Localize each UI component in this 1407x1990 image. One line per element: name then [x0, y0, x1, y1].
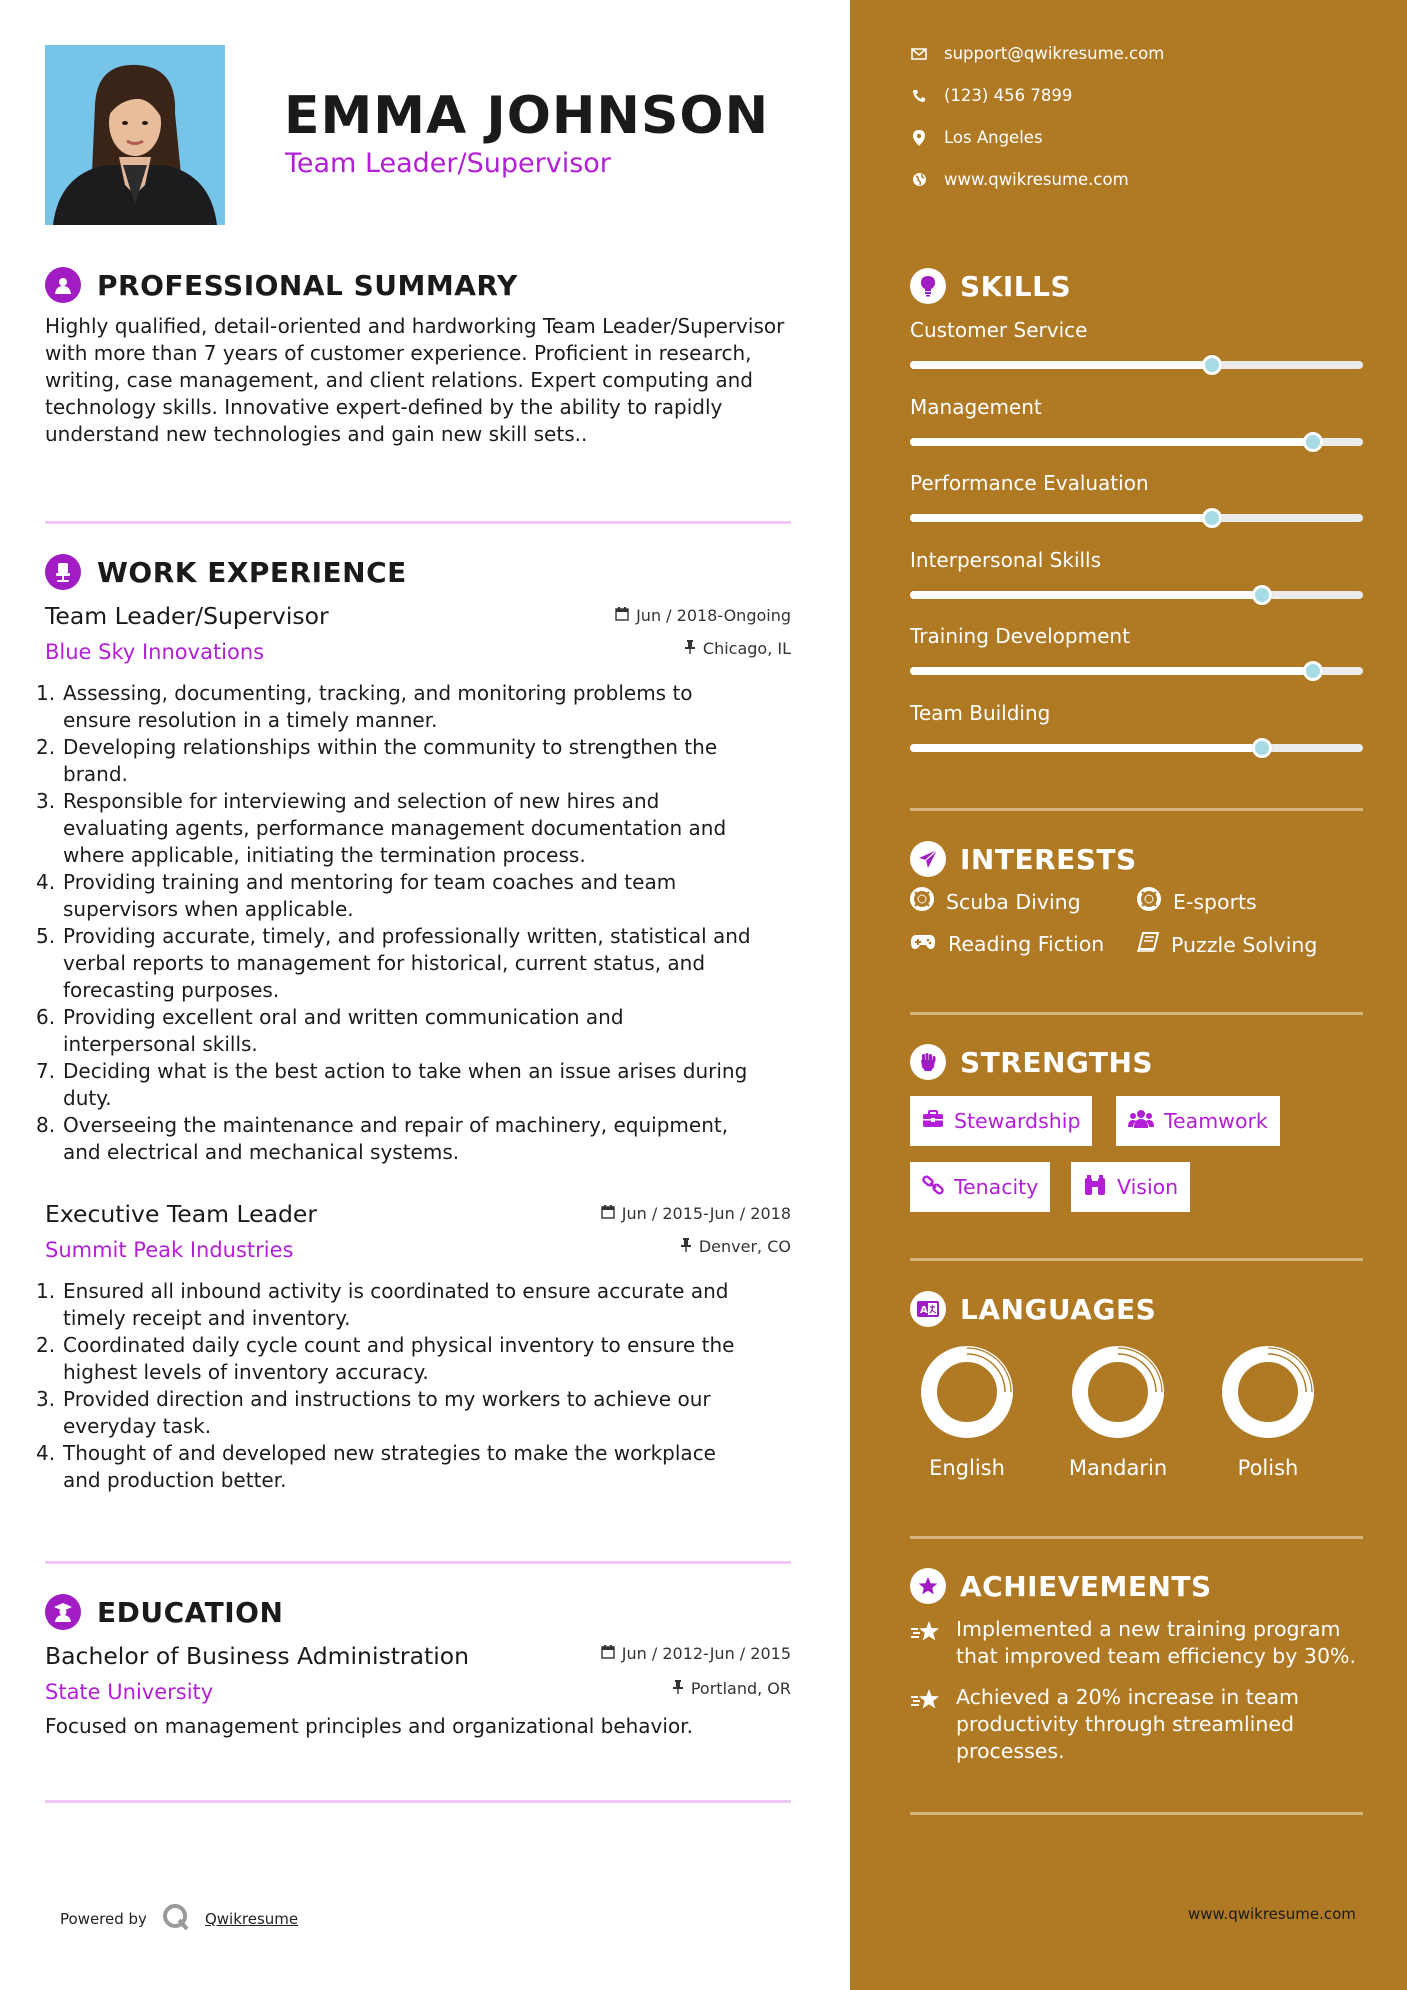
languages-heading [910, 1291, 1156, 1327]
job-company: Blue Sky Innovations [45, 640, 265, 664]
achievement-item: Achieved a 20% increase in team productivity through streamlined processes. [910, 1684, 1370, 1765]
skill-name: Customer Service [910, 318, 1088, 342]
pin-icon [672, 1679, 684, 1698]
calendar-icon [601, 1644, 615, 1663]
section-divider [910, 808, 1363, 811]
section-divider [45, 521, 791, 524]
contact-email-text[interactable]: support@qwikresume.com [944, 44, 1165, 63]
interests-title: INTERESTS [960, 842, 1137, 876]
job-title: Team Leader/Supervisor [45, 602, 329, 630]
skill-level-knob [1252, 738, 1272, 758]
contact-phone-text: (123) 456 7899 [944, 86, 1073, 105]
achievement-item: Implemented a new training program that improved team efficiency by 30%. [910, 1616, 1370, 1670]
contact-phone [910, 86, 1072, 105]
book-icon [1137, 932, 1159, 957]
list-item: 1. Assessing, documenting, tracking, and monitoring problems to ensure resolution in a timely manner. [36, 681, 693, 732]
skill-level-knob [1303, 661, 1323, 681]
contact-email [910, 44, 1164, 63]
education-description: Focused on management principles and organizational behavior. [45, 1714, 693, 1738]
summary-text: Highly qualified, detail-oriented and hardworking Team Leader/Supervisor with more than 7 years of customer experience. Proficient in research, writing, case management, and client relations. Expert computing and technology skills. Innovative expert-defined by the ability to rapidly understand new technologies and gain new skill sets.. [45, 314, 785, 446]
language-name: English [929, 1456, 1005, 1480]
user-icon [45, 267, 81, 303]
skill-item [910, 318, 1363, 369]
achievements-title: ACHIEVEMENTS [960, 1569, 1212, 1603]
strength-label: Teamwork [1164, 1109, 1268, 1133]
interest-label: Scuba Diving [946, 889, 1081, 914]
education-heading [45, 1594, 283, 1630]
skills-title: SKILLS [960, 269, 1072, 303]
skill-item [910, 395, 1363, 446]
strength-label: Vision [1117, 1175, 1179, 1199]
link-icon [922, 1174, 944, 1201]
skill-name: Performance Evaluation [910, 471, 1149, 495]
sidebar [850, 0, 1407, 1990]
list-item: 4. Thought of and developed new strategies to make the workplace and production better. [36, 1441, 716, 1492]
skill-bar-fill [910, 744, 1262, 752]
skill-name: Interpersonal Skills [910, 547, 1102, 572]
contact-location [910, 128, 1043, 147]
school-name: State University [45, 1680, 214, 1704]
job-date [615, 606, 791, 625]
interest-item [1137, 887, 1257, 916]
experience-title: WORK EXPERIENCE [97, 555, 407, 589]
skill-name: Team Building [910, 700, 1051, 725]
job-date-text: Jun / 2018-Ongoing [636, 606, 791, 625]
achievements-heading [910, 1568, 1212, 1604]
contact-website-text[interactable]: www.qwikresume.com [944, 170, 1129, 189]
skill-name: Management [910, 394, 1042, 419]
list-item: 2. Coordinated daily cycle count and physical inventory to ensure the highest levels of inventory accuracy. [36, 1333, 735, 1384]
skill-bar [910, 591, 1363, 599]
skill-bar [910, 744, 1363, 752]
interest-label: E-sports [1173, 889, 1257, 914]
briefcase-icon [922, 1109, 944, 1133]
strength-badge [910, 1162, 1050, 1212]
paper-plane-icon [910, 841, 946, 877]
language-ring [917, 1342, 1017, 1442]
job-entry [45, 602, 791, 664]
strengths-heading [910, 1044, 1153, 1080]
language-ring [1068, 1342, 1168, 1442]
language-name: Polish [1237, 1456, 1299, 1480]
job-title: Executive Team Leader [45, 1200, 318, 1228]
qwikresume-link[interactable]: Qwikresume [204, 1910, 299, 1928]
job-location-text: Chicago, IL [702, 639, 791, 658]
skill-bar-fill [910, 667, 1313, 675]
education-date-text: Jun / 2012-Jun / 2015 [621, 1644, 791, 1663]
contact-location-text: Los Angeles [944, 128, 1043, 147]
lightbulb-icon [910, 268, 946, 304]
education-location [672, 1679, 791, 1698]
section-divider [910, 1258, 1363, 1261]
skill-item [910, 701, 1363, 752]
skill-bar [910, 438, 1363, 446]
education-location-text: Portland, OR [690, 1679, 791, 1698]
summary-heading [45, 267, 518, 303]
calendar-icon [601, 1204, 615, 1223]
map-pin-icon [910, 129, 928, 147]
skill-level-knob [1252, 585, 1272, 605]
office-chair-icon [45, 554, 81, 590]
skill-bar-fill [910, 361, 1212, 369]
strength-badge [1071, 1162, 1190, 1212]
skill-bar [910, 361, 1363, 369]
interest-item [910, 932, 1104, 956]
language-item [1203, 1342, 1333, 1480]
strength-label: Tenacity [954, 1175, 1039, 1199]
interest-label: Reading Fiction [948, 932, 1105, 956]
interests-heading [910, 841, 1137, 877]
strengths-title: STRENGTHS [960, 1045, 1154, 1079]
skills-heading [910, 268, 1071, 304]
list-item: 3. Provided direction and instructions to my workers to achieve our everyday task. [36, 1387, 711, 1438]
pin-icon [684, 639, 696, 658]
strength-badge [910, 1096, 1092, 1146]
skill-bar-fill [910, 514, 1212, 522]
lifebuoy-icon [910, 887, 934, 916]
skill-name: Training Development [910, 624, 1130, 648]
section-divider [45, 1800, 791, 1803]
lifebuoy-icon [1137, 887, 1161, 916]
profile-photo [45, 45, 225, 225]
globe-icon [910, 171, 928, 189]
language-name: Mandarin [1068, 1456, 1168, 1480]
skill-level-knob [1202, 355, 1222, 375]
language-item [1053, 1342, 1183, 1480]
list-item: 6. Providing excellent oral and written communication and interpersonal skills. [36, 1005, 624, 1056]
section-divider [45, 1561, 791, 1564]
skill-item [910, 471, 1363, 522]
degree-title: Bachelor of Business Administration [45, 1642, 470, 1670]
job-location-text: Denver, CO [698, 1237, 791, 1256]
fist-icon [910, 1044, 946, 1080]
candidate-title: Team Leader/Supervisor [285, 148, 611, 179]
experience-heading [45, 554, 407, 590]
job-duties-list [36, 680, 796, 1166]
section-divider [910, 1012, 1363, 1015]
pin-icon [680, 1237, 692, 1256]
envelope-icon [910, 45, 928, 63]
users-icon [1128, 1109, 1154, 1134]
list-item: 3. Responsible for interviewing and selection of new hires and evaluating agents, performance management documentation and where applicable, initiating the termination process. [36, 789, 727, 867]
contact-website [910, 170, 1129, 189]
language-item [902, 1342, 1032, 1480]
job-duties-list [36, 1278, 796, 1494]
skill-level-knob [1303, 432, 1323, 452]
job-company: Summit Peak Industries [45, 1238, 294, 1262]
skill-level-knob [1202, 508, 1222, 528]
interest-item [1137, 932, 1317, 957]
education-entry [45, 1642, 791, 1738]
interest-item [910, 887, 1081, 916]
section-divider [910, 1812, 1363, 1815]
powered-by [60, 1902, 298, 1936]
job-entry [45, 1200, 791, 1262]
interest-label: Puzzle Solving [1171, 932, 1318, 957]
powered-by-label: Powered by [60, 1910, 147, 1928]
graduate-icon [45, 1594, 81, 1630]
skill-bar [910, 514, 1363, 522]
list-item: 7. Deciding what is the best action to take when an issue arises during duty. [36, 1059, 748, 1110]
list-item: 4. Providing training and mentoring for team coaches and team supervisors when applicable. [36, 870, 677, 921]
job-location [680, 1237, 791, 1256]
strength-badge [1116, 1096, 1280, 1146]
education-date [601, 1644, 791, 1663]
candidate-name: EMMA JOHNSON [284, 86, 770, 146]
skill-item [910, 548, 1363, 599]
job-location [684, 639, 791, 658]
language-ring [1218, 1342, 1318, 1442]
calendar-icon [615, 606, 629, 625]
binoculars-icon [1083, 1174, 1107, 1201]
skill-bar-fill [910, 438, 1313, 446]
languages-title: LANGUAGES [960, 1292, 1157, 1326]
education-title: EDUCATION [97, 1595, 284, 1629]
strength-label: Stewardship [954, 1109, 1081, 1133]
list-item: 5. Providing accurate, timely, and professionally written, statistical and verbal reports to management for historical, current status, and forecasting purposes. [36, 924, 751, 1002]
job-date [601, 1204, 791, 1223]
star-badge-icon [910, 1568, 946, 1604]
translate-icon [910, 1291, 946, 1327]
star-icon [910, 1616, 944, 1670]
skill-bar-fill [910, 591, 1262, 599]
qwikresume-logo-icon [161, 1902, 191, 1936]
phone-icon [910, 87, 928, 105]
skill-bar [910, 667, 1363, 675]
skill-item [910, 624, 1363, 675]
section-divider [910, 1536, 1363, 1539]
star-icon [910, 1684, 944, 1765]
footer-website[interactable]: www.qwikresume.com [1188, 1905, 1356, 1923]
gamepad-icon [910, 932, 936, 956]
list-item: 2. Developing relationships within the community to strengthen the brand. [36, 735, 718, 786]
job-date-text: Jun / 2015-Jun / 2018 [621, 1204, 791, 1223]
list-item: 8. Overseeing the maintenance and repair of machinery, equipment, and electrical and mechanical systems. [36, 1113, 729, 1164]
svg-text:A: A [920, 1305, 928, 1316]
list-item: 1. Ensured all inbound activity is coordinated to ensure accurate and timely receipt and inventory. [36, 1279, 729, 1330]
summary-title: PROFESSIONAL SUMMARY [97, 268, 518, 302]
